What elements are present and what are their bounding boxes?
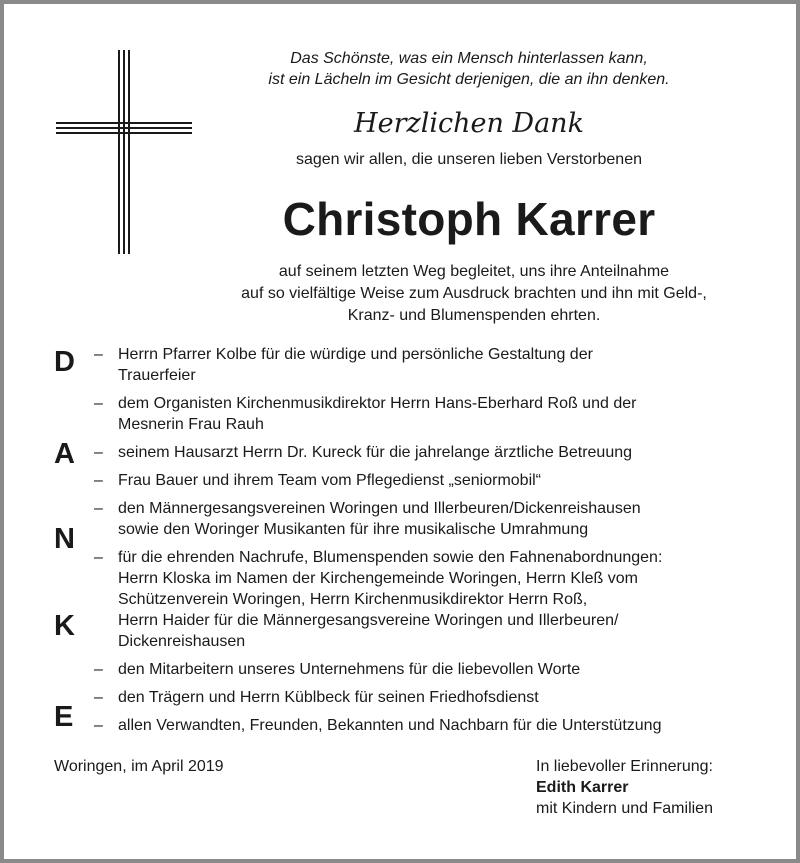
list-item bbox=[94, 344, 759, 386]
dash: – bbox=[94, 661, 103, 678]
item-line: Herrn Haider für die Männergesangsvereine Woringen und Illerbeuren/ bbox=[118, 612, 619, 629]
item-line: den Mitarbeitern unseres Unternehmens für die liebevollen Worte bbox=[118, 661, 581, 678]
thanks-title: Herzlichen Dank bbox=[354, 108, 584, 139]
item-line: Mesnerin Frau Rauh bbox=[118, 416, 264, 433]
place-date: Woringen, im April 2019 bbox=[54, 758, 224, 775]
danke-letter-k: K bbox=[54, 610, 75, 642]
list-item bbox=[94, 498, 759, 540]
signature-block bbox=[536, 756, 713, 819]
item-line: Herrn Kloska im Namen der Kirchengemeinde Woringen, Herrn Kleß vom bbox=[118, 570, 638, 587]
dash: – bbox=[94, 444, 103, 461]
item-line: Schützenverein Woringen, Herrn Kirchenmusikdirektor Herrn Roß, bbox=[118, 591, 588, 608]
item-line: den Männergesangsvereinen Woringen und Illerbeuren/Dickenreishausen bbox=[118, 500, 641, 517]
quote-line: Das Schönste, was ein Mensch hinterlassen kann, bbox=[290, 50, 648, 67]
dash: – bbox=[94, 549, 103, 566]
list-item bbox=[94, 659, 759, 680]
dash: – bbox=[94, 500, 103, 517]
accompaniment-text bbox=[194, 261, 754, 327]
danke-letter-e: E bbox=[54, 701, 74, 733]
item-line: seinem Hausarzt Herrn Dr. Kureck für die jahrelange ärztliche Betreuung bbox=[118, 444, 633, 461]
thanks-list bbox=[94, 344, 759, 743]
list-item bbox=[94, 547, 759, 652]
quote bbox=[209, 48, 729, 90]
signature-family: mit Kindern und Familien bbox=[536, 800, 713, 817]
signature-name: Edith Karrer bbox=[536, 779, 629, 796]
item-line: den Trägern und Herrn Küblbeck für seinen Friedhofsdienst bbox=[118, 689, 539, 706]
dash: – bbox=[94, 472, 103, 489]
item-line: allen Verwandten, Freunden, Bekannten und Nachbarn für die Unterstützung bbox=[118, 717, 662, 734]
quote-line: ist ein Lächeln im Gesicht derjenigen, die an ihn denken. bbox=[268, 71, 670, 88]
dash: – bbox=[94, 395, 103, 412]
list-item bbox=[94, 470, 759, 491]
cross-icon bbox=[54, 48, 194, 256]
dash: – bbox=[94, 717, 103, 734]
danke-letter-a: A bbox=[54, 438, 75, 470]
deceased-name: Christoph Karrer bbox=[282, 193, 656, 245]
accompaniment-line: auf so vielfältige Weise zum Ausdruck brachten und ihn mit Geld-, bbox=[241, 285, 707, 302]
item-line: für die ehrenden Nachrufe, Blumenspenden sowie den Fahnenabordnungen: bbox=[118, 549, 663, 566]
dash: – bbox=[94, 346, 103, 363]
item-line: Frau Bauer und ihrem Team vom Pflegedienst „seniormobil“ bbox=[118, 472, 542, 489]
signature-intro: In liebevoller Erinnerung: bbox=[536, 758, 713, 775]
list-item bbox=[94, 393, 759, 435]
list-item bbox=[94, 442, 759, 463]
dash: – bbox=[94, 689, 103, 706]
danke-letter-n: N bbox=[54, 523, 75, 555]
accompaniment-line: auf seinem letzten Weg begleitet, uns ihre Anteilnahme bbox=[278, 263, 670, 280]
accompaniment-line: Kranz- und Blumenspenden ehrten. bbox=[347, 307, 601, 324]
list-item bbox=[94, 715, 759, 736]
item-line: Dickenreishausen bbox=[118, 633, 246, 650]
intro-text: sagen wir allen, die unseren lieben Verstorbenen bbox=[295, 151, 642, 168]
list-item bbox=[94, 687, 759, 708]
item-line: sowie den Woringer Musikanten für ihre musikalische Umrahmung bbox=[118, 521, 589, 538]
item-line: Trauerfeier bbox=[118, 367, 196, 384]
item-line: dem Organisten Kirchenmusikdirektor Herrn Hans-Eberhard Roß und der bbox=[118, 395, 637, 412]
danke-letter-d: D bbox=[54, 346, 75, 378]
item-line: Herrn Pfarrer Kolbe für die würdige und persönliche Gestaltung der bbox=[118, 346, 593, 363]
